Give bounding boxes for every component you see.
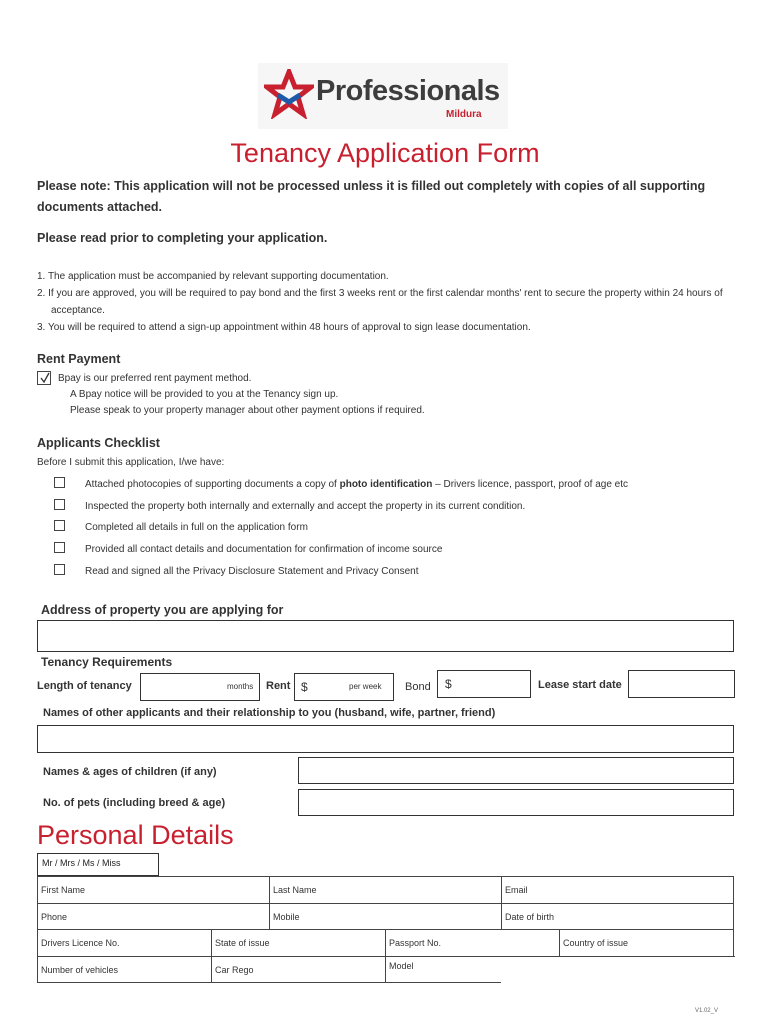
rent-payment-line: Bpay is our preferred rent payment method. [58, 373, 252, 384]
version-label: V1.02_V [694, 1008, 718, 1014]
address-label: Address of property you are applying for [41, 603, 284, 617]
rent-label: Rent [266, 680, 291, 692]
checklist-item: Inspected the property both internally and externally and accept the property in its current condition. [85, 501, 526, 512]
notice-text: Please note: This application will not be processed unless it is filled out completely with copies of all supporting documents attached. [37, 179, 706, 214]
per-week-unit: per week [349, 682, 382, 691]
checklist-item: Attached photocopies of supporting documents a copy of photo identification – Drivers licence, passport, proof of age etc [85, 479, 629, 490]
children-label: Names & ages of children (if any) [43, 766, 217, 778]
checkmark-icon [39, 372, 51, 384]
grid-blank-area [501, 956, 735, 984]
phone-field[interactable]: Phone [38, 904, 270, 930]
rego-field[interactable]: Car Rego [212, 957, 386, 982]
bond-input[interactable] [437, 670, 531, 698]
checklist-checkbox[interactable] [54, 520, 65, 531]
lease-start-input[interactable] [628, 670, 735, 698]
model-field[interactable]: Model [386, 957, 502, 982]
read-prior-heading: Please read prior to completing your application. [37, 231, 328, 245]
length-label: Length of tenancy [37, 680, 132, 692]
last-name-field[interactable]: Last Name [270, 877, 502, 904]
lease-start-label: Lease start date [538, 679, 622, 691]
bond-label: Bond [405, 681, 431, 693]
rule-item: 3. You will be required to attend a sign-up appointment within 48 hours of approval to sign lease documentation. [37, 322, 531, 333]
tenancy-heading: Tenancy Requirements [41, 655, 173, 669]
dob-field[interactable]: Date of birth [502, 904, 733, 930]
checklist-item: Provided all contact details and documentation for confirmation of income source [85, 544, 443, 555]
rule-item: 2. If you are approved, you will be required to pay bond and the first 3 weeks rent or the first calendar months' rent to secure the property within 24 hours of acceptance. [37, 288, 723, 316]
months-unit: months [227, 682, 254, 691]
rules-list [37, 268, 737, 336]
salutation-field[interactable]: Mr / Mrs / Ms / Miss [37, 853, 159, 876]
email-field[interactable]: Email [502, 877, 733, 904]
children-input[interactable] [298, 757, 734, 784]
logo-wordmark: Professionals [316, 75, 500, 107]
address-input[interactable] [37, 620, 734, 652]
pets-input[interactable] [298, 789, 734, 816]
state-field[interactable]: State of issue [212, 930, 386, 957]
other-applicants-input[interactable] [37, 725, 734, 753]
checklist-checkbox[interactable] [54, 477, 65, 488]
logo-subtitle: Mildura [446, 109, 482, 120]
passport-field[interactable]: Passport No. [386, 930, 560, 957]
country-field[interactable]: Country of issue [560, 930, 733, 957]
checklist-checkbox[interactable] [54, 499, 65, 510]
bpay-checkbox[interactable] [37, 371, 51, 385]
rent-payment-line: A Bpay notice will be provided to you at the Tenancy sign up. [70, 389, 339, 400]
personal-details-heading: Personal Details [37, 820, 234, 850]
checklist-item: Completed all details in full on the application form [85, 522, 308, 533]
page-title: Tenancy Application Form [230, 138, 540, 168]
first-name-field[interactable]: First Name [38, 877, 270, 904]
rent-input[interactable] [294, 673, 394, 701]
licence-field[interactable]: Drivers Licence No. [38, 930, 212, 957]
checklist-intro: Before I submit this application, I/we have: [37, 457, 225, 468]
bond-dollar: $ [445, 677, 452, 691]
other-applicants-label: Names of other applicants and their relationship to you (husband, wife, partner, friend) [43, 707, 496, 719]
length-input[interactable] [140, 673, 260, 701]
vehicles-field[interactable]: Number of vehicles [38, 957, 212, 982]
rule-item: 1. The application must be accompanied by relevant supporting documentation. [37, 271, 389, 282]
company-logo [258, 63, 508, 129]
star-logo-icon [264, 69, 314, 119]
checklist-item: Read and signed all the Privacy Disclosure Statement and Privacy Consent [85, 566, 419, 577]
rent-payment-line: Please speak to your property manager about other payment options if required. [70, 405, 425, 416]
checklist-checkbox[interactable] [54, 564, 65, 575]
mobile-field[interactable]: Mobile [270, 904, 502, 930]
rent-dollar: $ [301, 680, 308, 694]
checklist-heading: Applicants Checklist [37, 436, 160, 450]
pets-label: No. of pets (including breed & age) [43, 797, 226, 809]
checklist-checkbox[interactable] [54, 542, 65, 553]
rent-payment-heading: Rent Payment [37, 352, 121, 366]
